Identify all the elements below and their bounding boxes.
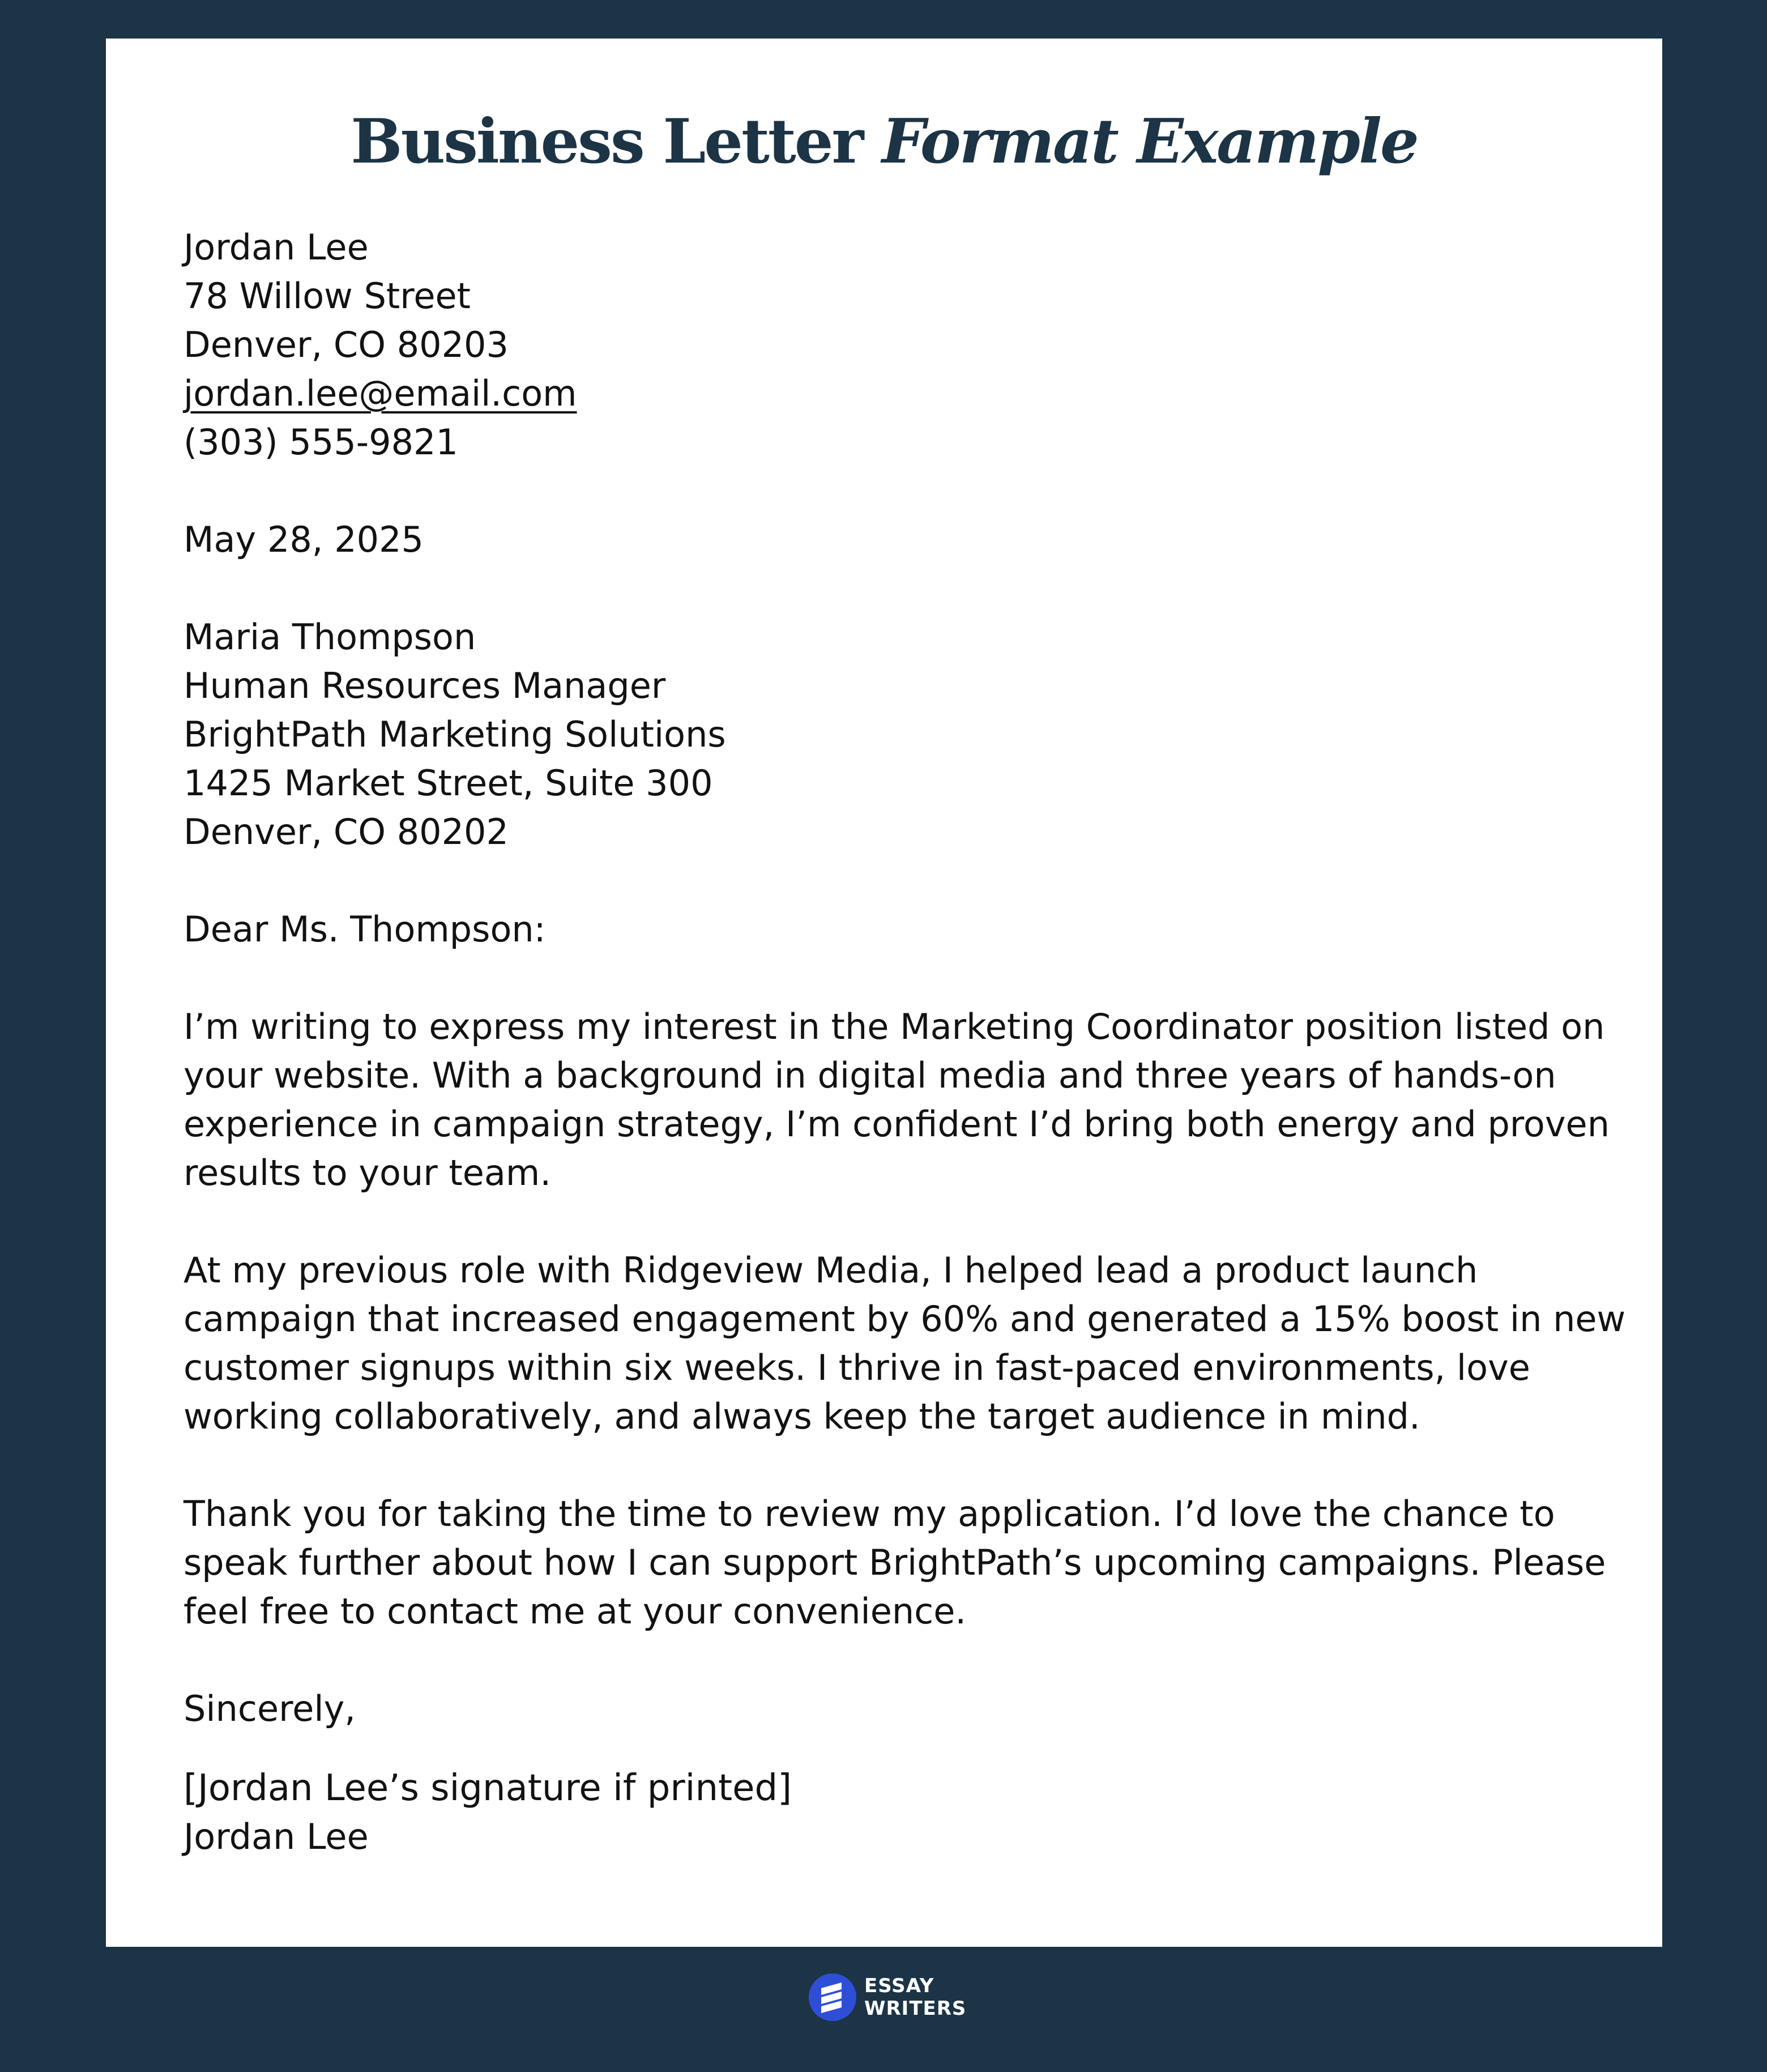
logo-line-2: WRITERS: [864, 1997, 967, 2020]
signer-name: Jordan Lee: [183, 1816, 369, 1857]
sender-block: [183, 223, 1588, 467]
recipient-name: Maria Thompson: [183, 616, 476, 658]
essay-writers-logo-icon: [809, 1973, 856, 2021]
paragraph-line: experience in campaign strategy, I’m confident I’d bring both energy and proven: [183, 1103, 1610, 1145]
sender-email-link[interactable]: jordan.lee@email.com: [183, 373, 577, 414]
paragraph-line: campaign that increased engagement by 60% and generated a 15% boost in new: [183, 1298, 1626, 1340]
signature-placeholder: [Jordan Lee’s signature if printed]: [183, 1767, 792, 1809]
title-regular: Business Letter: [351, 106, 882, 177]
closing: Sincerely,: [183, 1688, 356, 1729]
recipient-block: [183, 613, 1588, 856]
sender-phone: (303) 555-9821: [183, 421, 458, 463]
paragraph-line: your website. With a background in digital media and three years of hands-on: [183, 1055, 1556, 1096]
recipient-company: BrightPath Marketing Solutions: [183, 714, 726, 755]
essay-writers-logo[interactable]: [809, 1972, 966, 2023]
sender-city: Denver, CO 80203: [183, 324, 509, 365]
paragraph-line: I’m writing to express my interest in the Marketing Coordinator position listed on: [183, 1006, 1605, 1047]
paragraph-line: Thank you for taking the time to review my application. I’d love the chance to: [183, 1493, 1555, 1534]
sender-name: Jordan Lee: [183, 227, 369, 268]
salutation: Dear Ms. Thompson:: [183, 909, 546, 950]
recipient-city: Denver, CO 80202: [183, 811, 509, 852]
body-paragraph-3: [183, 1490, 1606, 1636]
letter-body: [183, 223, 1626, 1861]
paragraph-line: working collaboratively, and always keep the target audience in mind.: [183, 1396, 1420, 1437]
letter-date: May 28, 2025: [183, 519, 424, 560]
body-paragraph-1: [183, 1003, 1610, 1197]
letter-page: [106, 39, 1662, 1947]
paragraph-line: customer signups within six weeks. I thrive in fast-paced environments, love: [183, 1347, 1530, 1388]
recipient-street: 1425 Market Street, Suite 300: [183, 762, 713, 804]
logo-line-1: ESSAY: [864, 1975, 934, 1997]
logo-wordmark: [864, 1975, 966, 2020]
recipient-title: Human Resources Manager: [183, 665, 666, 706]
paragraph-line: feel free to contact me at your convenience.: [183, 1591, 967, 1632]
page-title: [106, 102, 1662, 181]
body-paragraph-2: [183, 1246, 1626, 1441]
title-italic: Format Example: [882, 106, 1418, 177]
sender-street: 78 Willow Street: [183, 275, 471, 317]
paragraph-line: speak further about how I can support BrightPath’s upcoming campaigns. Please: [183, 1542, 1606, 1583]
paragraph-line: At my previous role with Ridgeview Media, I helped lead a product launch: [183, 1250, 1478, 1291]
paragraph-line: results to your team.: [183, 1152, 552, 1193]
